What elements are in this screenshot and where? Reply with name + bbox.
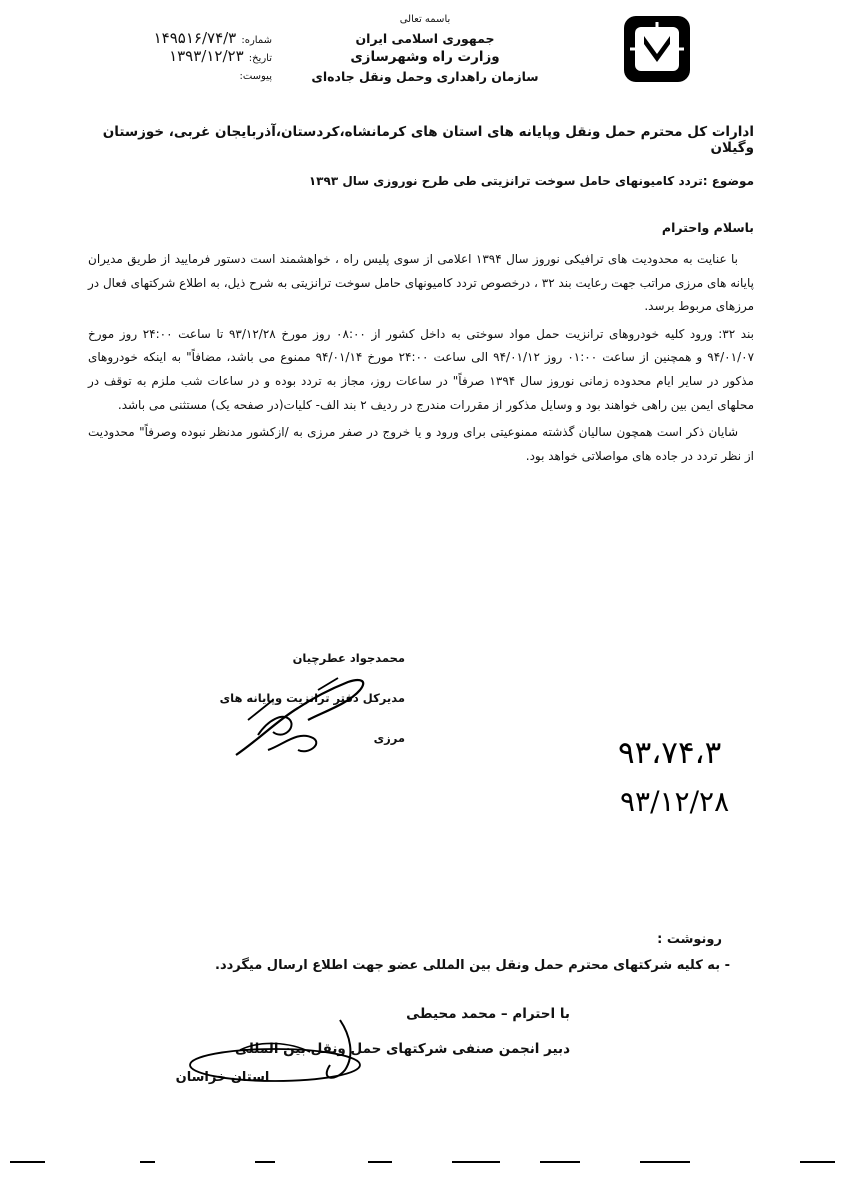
secretary-position: دبیر انجمن صنفی شرکتهای حمل ونقل بین المللی	[235, 1041, 570, 1057]
number-label: شماره:	[241, 35, 272, 46]
handwritten-signature-icon	[228, 660, 378, 765]
signatory-name: محمدجواد عطرچیان	[292, 651, 405, 665]
secretary-province: استان خراسان	[175, 1070, 270, 1085]
date-row	[112, 46, 272, 64]
date-label: تاریخ:	[248, 53, 272, 64]
body-paragraph-1: با عنایت به محدودیت های ترافیکی نوروز سال ۱۳۹۴ اعلامی از سوی پلیس راه ، خواهشمند است دستور فرمایید از طریق مدیران پایانه های مرزی مراتب جهت رعایت بند ۳۲ ، درخصوص تردد کامیونهای حامل سوخت ترانزیتی به شرح ذیل، به اطلاع شرکتهای فعال در مرزهای مربوط برسد.	[88, 252, 755, 314]
cc-heading: رونوشت :	[657, 932, 722, 947]
addressee: ادارات کل محترم حمل ونقل وپایانه های استان های کرمانشاه،کردستان،آذربایجان غربی، خوزستان وگیلان	[102, 124, 754, 156]
number-value: ۱۴۹۵۱۶/۷۴/۳	[153, 29, 237, 47]
number-row	[112, 28, 272, 46]
footer-divider	[0, 1150, 850, 1170]
cc-recipients: - به کلیه شرکتهای محترم حمل ونقل بین المللی عضو جهت اطلاع ارسال میگردد.	[215, 958, 730, 973]
greeting: باسلام واحترام	[661, 220, 754, 235]
letter-body	[88, 248, 754, 472]
body-paragraph-2: بند ۳۲: ورود کلیه خودروهای ترانزیت حمل مواد سوختی به داخل کشور از ۰۸:۰۰ روز مورخ ۹۳/۱۲/۲۸ تا ساعت ۲۴:۰۰ روز مورخ ۹۴/۰۱/۰۷ و همچنین از ساعت ۰۱:۰۰ روز ۹۴/۰۱/۱۲ الی ساعت ۲۴:۰۰ مورخ ۹۴/۰۱/۱۴ ممنوع می باشد، مضافاً" به اینکه خودروهای مذکور در سایر ایام محدوده زمانی نوروز سال ۱۳۹۴ صرفاً" در ساعات روز، مجاز به تردد بوده و در ساعات شب ملزم به توقف در محلهای ایمن بین راهی خواهند بود و وسایل مذکور از مقررات مندرج در ردیف ۲ بند الف- کلیات(در صفحه یک) مستثنی می باشد.	[88, 326, 755, 412]
closing-signature-icon	[180, 1010, 380, 1090]
ministry-name: وزارت راه وشهرسازی	[350, 49, 500, 65]
attachment-row	[112, 64, 272, 82]
letter-metadata	[112, 28, 272, 82]
attachment-label: پیوست:	[239, 71, 272, 82]
date-value: ۱۳۹۳/۱۲/۲۳	[169, 47, 244, 65]
closing-regards: با احترام – محمد محیطی	[406, 1006, 570, 1022]
body-paragraph-3: شایان ذکر است همچون سالیان گذشته ممنوعیتی برای ورود و یا خروج در صفر مرزی به /ازکشور مدنظر نبوده وصرفاً" محدودیت از نظر تردد در جاده های مواصلاتی خواهد بود.	[88, 425, 754, 463]
organization-logo-icon	[622, 14, 692, 84]
organization-name: سازمان راهداری وحمل ونقل جاده‌ای	[311, 69, 539, 84]
signatory-title: مدیرکل دفتر ترانزیت وپایانه های مرزی	[219, 691, 405, 745]
republic-name: جمهوری اسلامی ایران	[355, 31, 495, 46]
subject-line: موضوع :تردد کامیونهای حامل سوخت ترانزیتی طی طرح نوروزی سال ۱۳۹۳	[308, 174, 754, 188]
handwritten-number: ۹۳،۷۴،۳	[618, 735, 722, 771]
invocation: باسمه تعالی	[399, 14, 451, 25]
handwritten-date: ۹۳/۱۲/۲۸	[620, 785, 730, 818]
letterhead	[300, 10, 550, 86]
